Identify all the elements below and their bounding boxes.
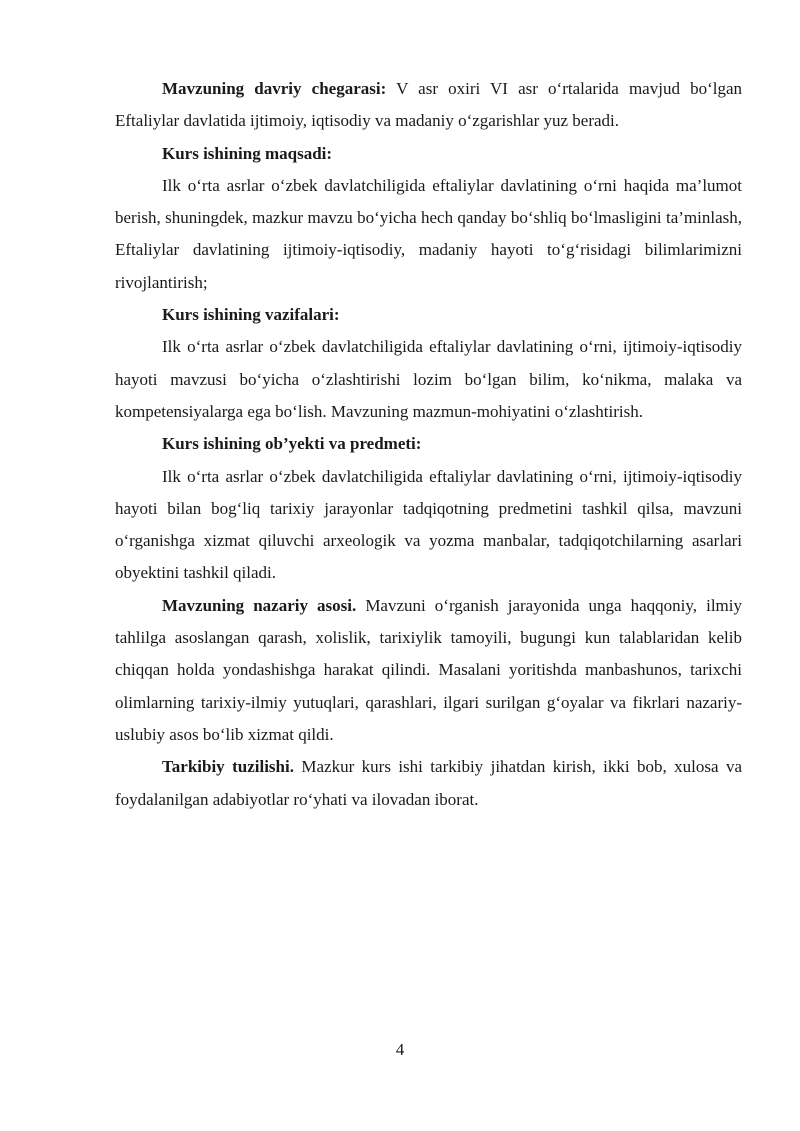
object-heading: Kurs ishining ob’yekti va predmeti: [162, 434, 422, 454]
structure-text: Mazkur kurs ishi tarkibiy jihatdan kirish, ikki bob, xulosa va foydalanilgan adabiyotlar ro‘yhati va ilovadan iborat. [115, 757, 742, 809]
tasks-heading: Kurs ishining vazifalari: [162, 305, 340, 325]
structure-paragraph [115, 751, 742, 816]
period-lead: Mavzuning davriy chegarasi: [162, 79, 387, 98]
object-paragraph: Ilk o‘rta asrlar o‘zbek davlatchiligida eftaliylar davlatining o‘rni, ijtimoiy-iqtisodiy hayoti bilan bog‘liq tarixiy jarayonlar tadqiqotning predmetini tashkil qilsa, mavzuni o‘rganishga xizmat qiluvchi arxeologik va yozma manbalar, tadqiqotchilarning asarlari obyektini tashkil qiladi. [115, 466, 742, 583]
theory-lead: Mavzuning nazariy asosi. [162, 595, 357, 615]
period-paragraph [115, 73, 742, 138]
theory-paragraph [115, 590, 742, 751]
page-number: 4 [395, 1040, 405, 1059]
goal-heading: Kurs ishining maqsadi: [162, 143, 333, 163]
structure-lead: Tarkibiy tuzilishi. [162, 757, 294, 777]
period-text: V asr oxiri VI asr o‘rtalarida mavjud bo‘lgan Eftaliylar davlatida ijtimoiy, iqtisodiy va madaniy o‘zgarishlar yuz beradi. [115, 79, 742, 131]
theory-text: Mavzuni o‘rganish jarayonida unga haqqoniy, ilmiy tahlilga asoslangan qarash, xolislik, tarixiylik tamoyili, bugungi kun talablaridan kelib chiqqan holda yondashishga harakat qilindi. Masalani yoritishda manbashunos, tarixchi olimlarning tarixiy-ilmiy yutuqlari, qarashlari, ilgari surilgan g‘oyalar va fikrlari nazariy- uslubiy asos bo‘lib xizmat qildi. [115, 595, 742, 744]
page-body [115, 73, 742, 816]
goal-paragraph: Ilk o‘rta asrlar o‘zbek davlatchiligida eftaliylar davlatining o‘rni haqida ma’lumot berish, shuningdek, mazkur mavzu bo‘yicha hech qanday bo‘shliq bo‘lmasligini ta’minlash, Eftaliylar davlatining ijtimoiy-iqtisodiy, madaniy hayoti to‘g‘risidagi bilimlarimizni rivojlantirish; [115, 175, 742, 292]
tasks-paragraph: Ilk o‘rta asrlar o‘zbek davlatchiligida eftaliylar davlatining o‘rni, ijtimoiy-iqtisodiy hayoti mavzusi bo‘yicha o‘zlashtirishi lozim bo‘lgan bilim, ko‘nikma, malaka va kompetensiyalarga ega bo‘lish. Mavzuning mazmun-mohiyatini o‘zlashtirish. [115, 337, 742, 421]
